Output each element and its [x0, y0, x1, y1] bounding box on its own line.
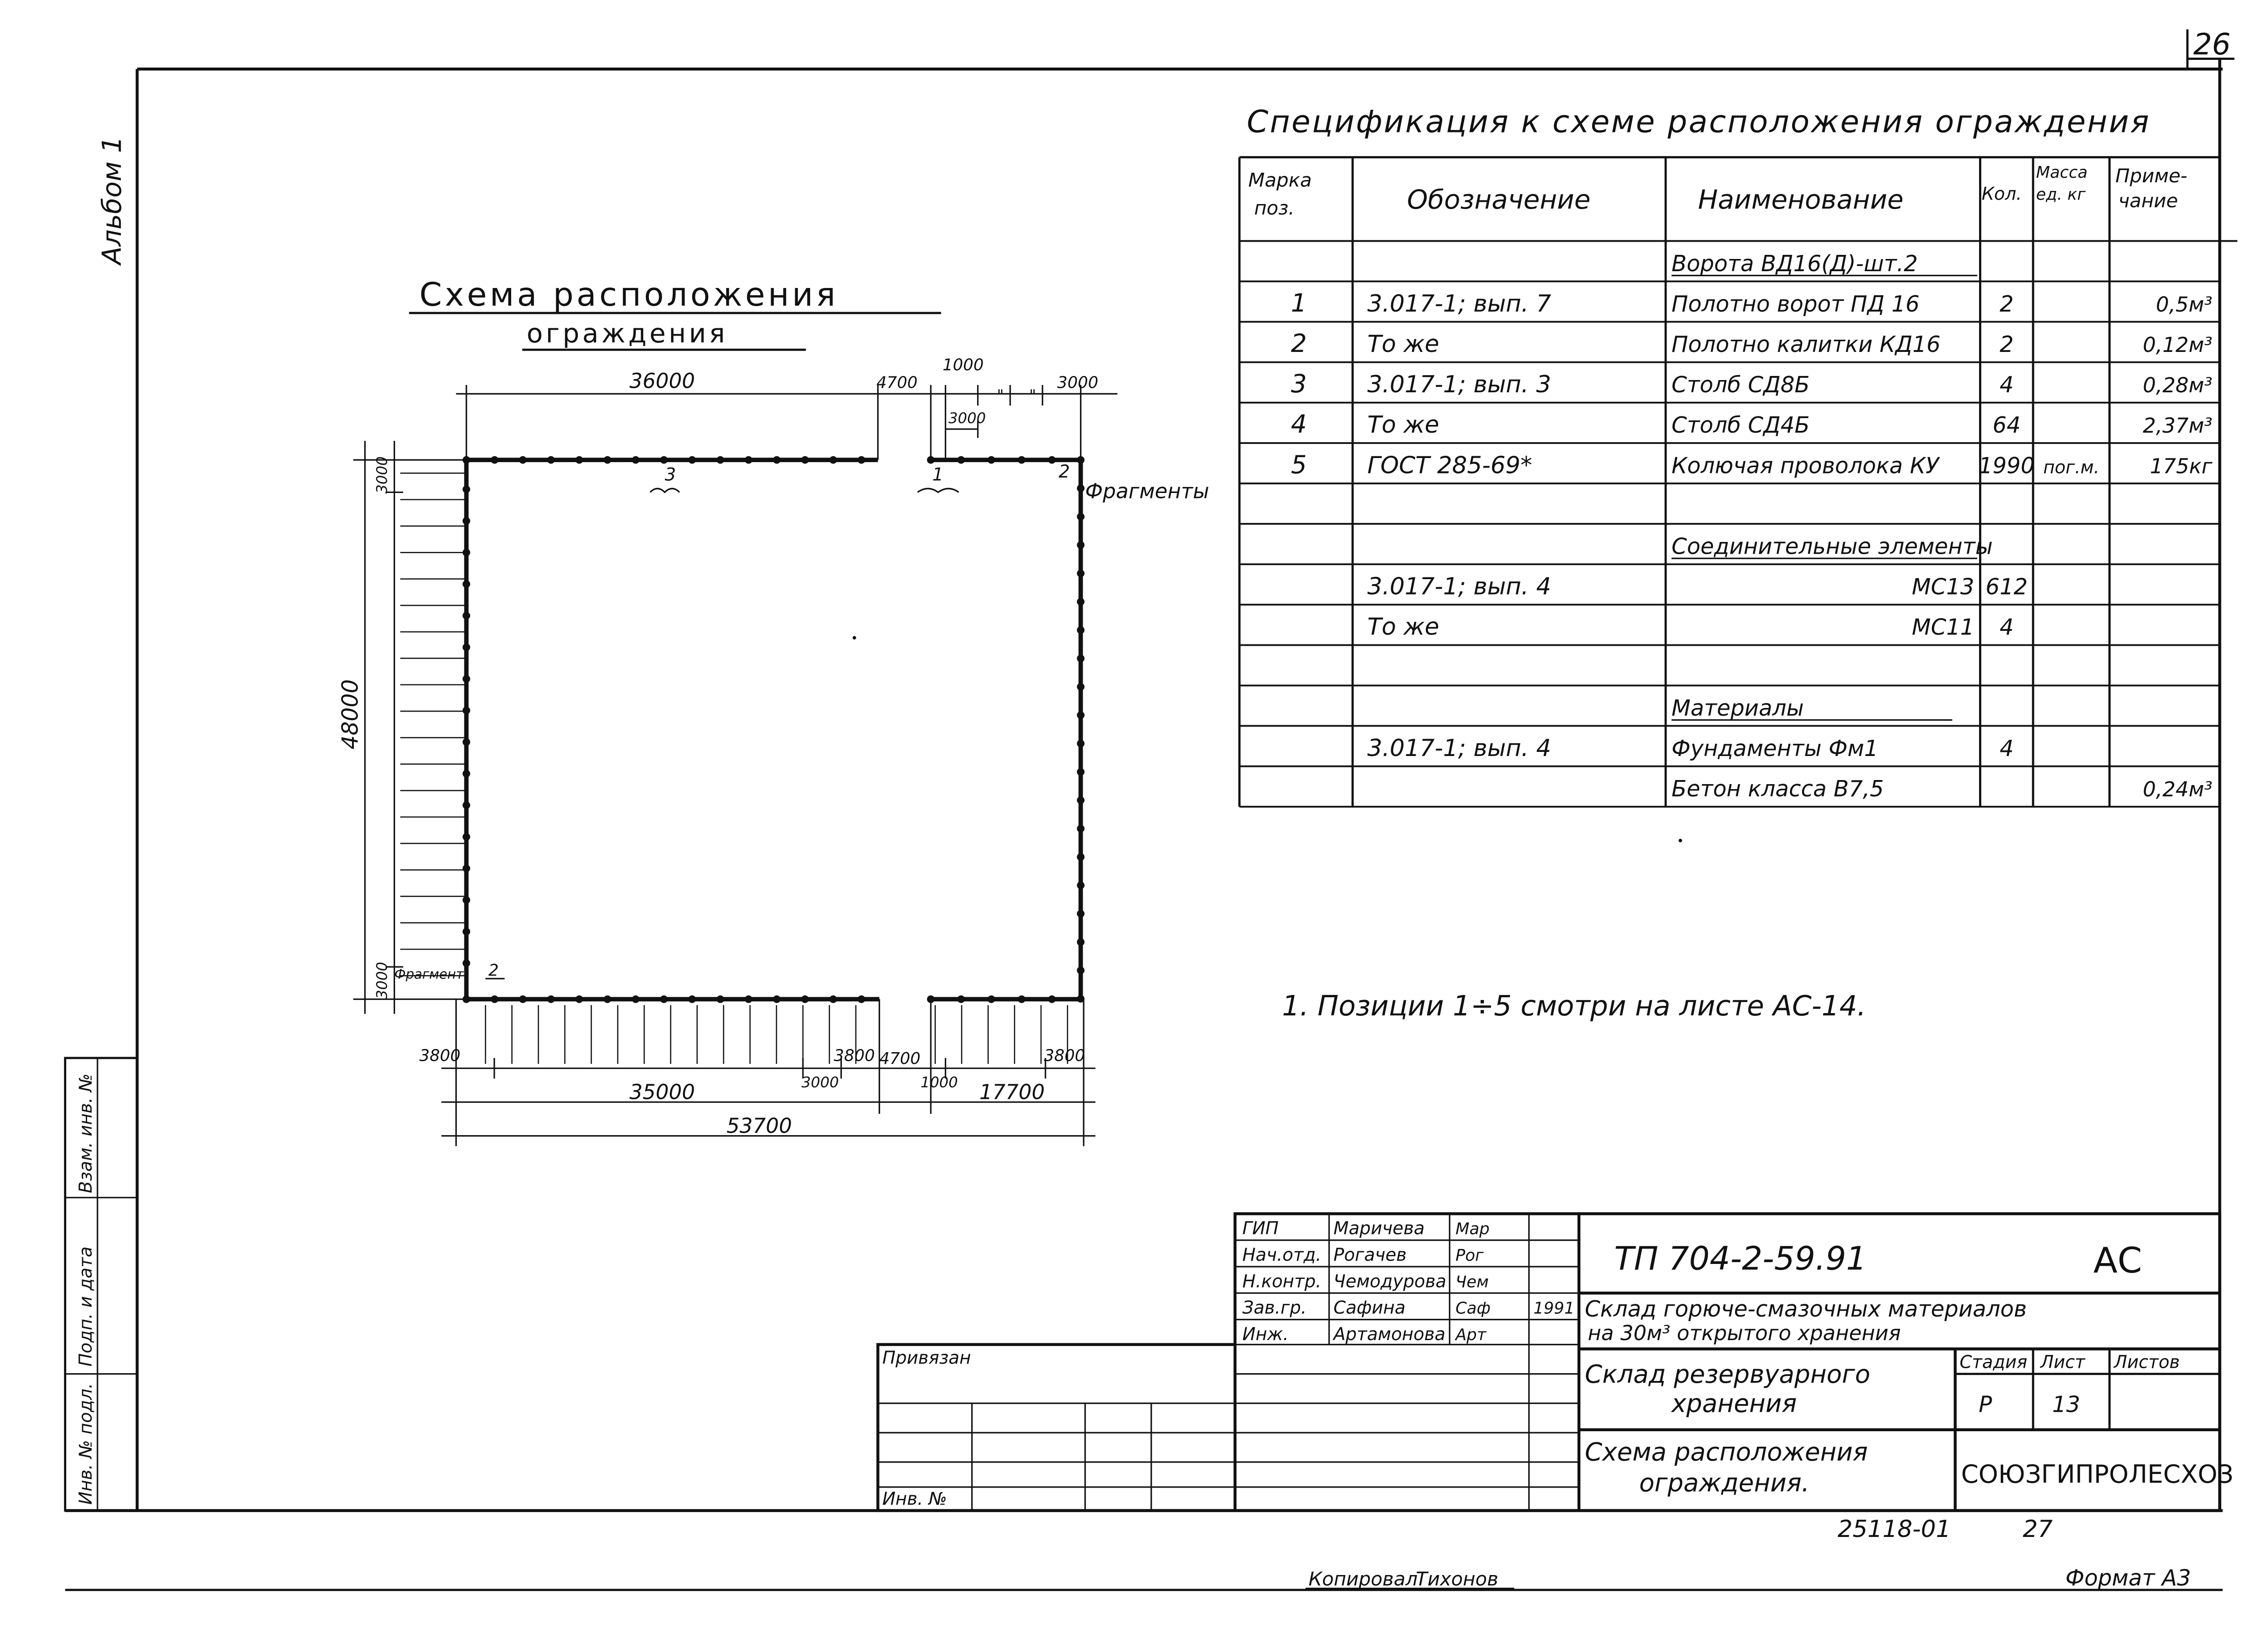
- dim-top-ditto-1: ": [997, 386, 1004, 404]
- spec-cell-mark: 2: [1290, 329, 1307, 358]
- fence-post: [1077, 910, 1085, 917]
- spec-cell-note: 0,28м³: [2142, 373, 2213, 398]
- fence-post: [463, 486, 470, 493]
- fence-post: [463, 959, 470, 967]
- spec-cell-qty: 4: [1999, 615, 2014, 640]
- barbed-wire-hatch: [400, 473, 1067, 1064]
- fence-post: [463, 738, 470, 746]
- fence-post: [1077, 966, 1085, 974]
- fence-post: [829, 456, 837, 464]
- fence-post: [858, 995, 865, 1003]
- fence-post: [829, 995, 837, 1003]
- fence-post: [660, 456, 668, 464]
- fence-post: [1077, 541, 1085, 549]
- fence-post: [576, 995, 583, 1003]
- fence-post: [1077, 513, 1085, 521]
- spec-header-mass-1: Масса: [2036, 163, 2088, 182]
- mark-3: 3: [665, 464, 676, 485]
- spec-header-designation: Обозначение: [1407, 184, 1591, 215]
- spec-cell-designation: 3.017-1; вып. 4: [1367, 735, 1551, 762]
- tb-name: Рогачев: [1333, 1245, 1407, 1266]
- scheme-title-line2: ограждения: [526, 317, 728, 349]
- fence-post: [858, 456, 865, 464]
- spec-cell-note: 2,37м³: [2142, 414, 2213, 438]
- sheets-label: Листов: [2114, 1352, 2180, 1373]
- fence-post: [957, 995, 965, 1003]
- fence-post: [576, 456, 583, 464]
- fence-post: [463, 707, 470, 714]
- fence-post: [717, 995, 724, 1003]
- bottom-code: 25118-01: [1838, 1516, 1951, 1543]
- project-title-line2: на 30м³ открытого хранения: [1588, 1321, 1901, 1345]
- fence-post: [1077, 853, 1085, 861]
- spec-cell-name: Полотно калитки КД16: [1672, 332, 1941, 358]
- stamp-inv-podl: Инв. № подл.: [75, 1383, 96, 1505]
- spec-header: [1248, 163, 2187, 219]
- spec-cell-mark: 3: [1290, 369, 1307, 399]
- stage-label: Стадия: [1960, 1352, 2028, 1373]
- spec-cell-name: Столб СД8Б: [1672, 372, 1810, 398]
- dim-bottom-53700: 53700: [726, 1114, 792, 1138]
- project-mark: АС: [2093, 1240, 2142, 1281]
- mark-2-left: 2: [488, 961, 499, 980]
- spec-cell-qty: 1990: [1978, 453, 2035, 479]
- spec-cell-note: 0,24м³: [2142, 777, 2213, 802]
- fence-post: [1018, 456, 1026, 464]
- copied-by: Копировал: [1308, 1568, 1418, 1590]
- inv-no-label: Инв. №: [882, 1488, 947, 1509]
- fence-post: [463, 896, 470, 904]
- dim-top-3000: 3000: [1057, 373, 1099, 392]
- mark-2-right: 2: [1058, 462, 1070, 483]
- fence-post: [773, 995, 781, 1003]
- dim-bottom-3800-mid: 3800: [834, 1046, 875, 1065]
- building-line1: Склад резервуарного: [1584, 1359, 1871, 1389]
- fence-post: [463, 864, 470, 872]
- spec-cell-mark: 1: [1290, 288, 1307, 317]
- stamp-podp-data: Подп. и дата: [75, 1246, 96, 1367]
- fence-post: [745, 995, 753, 1003]
- note-text: 1. Позиции 1÷5 смотри на листе АС-14.: [1282, 989, 1866, 1022]
- privyazan-label: Привязан: [882, 1347, 971, 1368]
- bottom-code-number: 27: [2023, 1516, 2053, 1543]
- spec-header-name: Наименование: [1698, 184, 1904, 215]
- spec-cell-designation: ГОСТ 285-69*: [1367, 452, 1532, 479]
- spec-cell-designation: 3.017-1; вып. 7: [1367, 290, 1551, 317]
- fence-post: [1077, 938, 1085, 946]
- fence-post: [1077, 768, 1085, 776]
- top-dimension-lines: [456, 385, 1117, 460]
- spec-cell-mark: 4: [1290, 410, 1307, 439]
- spec-cell-designation: То же: [1367, 411, 1439, 439]
- project-title-line1: Склад горюче-смазочных материалов: [1584, 1297, 2027, 1322]
- fence-post: [801, 995, 809, 1003]
- project-code: ТП 704-2-59.91: [1614, 1239, 1867, 1278]
- fence-post: [1077, 570, 1085, 577]
- fence-post: [1077, 683, 1085, 691]
- fence-post: [957, 456, 965, 464]
- fence-post: [717, 456, 724, 464]
- spec-cell-qty: 64: [1992, 413, 2021, 439]
- tb-name: Чемодурова: [1333, 1271, 1447, 1292]
- tb-date: 1991: [1533, 1299, 1575, 1318]
- fence-post: [688, 995, 696, 1003]
- copied-sign: Тихонов: [1416, 1568, 1499, 1590]
- page-number: 26: [2193, 27, 2231, 62]
- fence-post: [745, 456, 753, 464]
- spec-cell-note: 175кг: [2150, 454, 2213, 478]
- fence-plan: [400, 456, 1085, 1064]
- sheet-value: 13: [2052, 1392, 2081, 1418]
- fence-post: [491, 995, 499, 1003]
- fence-post: [463, 770, 470, 777]
- organization-name: СОЮЗГИПРОЛЕСХОЗ: [1961, 1459, 2234, 1489]
- fence-post: [463, 833, 470, 841]
- dim-bottom-4700: 4700: [879, 1049, 921, 1068]
- dim-top-3000-inner: 3000: [948, 410, 986, 427]
- spec-cell-mark: 5: [1290, 450, 1307, 479]
- spec-cell-name: Материалы: [1672, 695, 1804, 721]
- spec-cell-designation: То же: [1367, 331, 1439, 358]
- format-label: Формат А3: [2065, 1566, 2191, 1591]
- fence-post: [773, 456, 781, 464]
- spec-header-mark-1: Марка: [1248, 169, 1312, 191]
- spec-header-mass-2: ед. кг: [2036, 185, 2086, 204]
- tb-signature: Арт: [1455, 1325, 1486, 1344]
- fence-post: [491, 456, 499, 464]
- tb-signature: Саф: [1455, 1299, 1491, 1318]
- fence-post: [1048, 456, 1056, 464]
- dim-top-36000: 36000: [629, 369, 695, 393]
- dim-left-3000-top: 3000: [373, 456, 391, 494]
- spec-cell-name: МС13: [1911, 574, 1975, 600]
- fragment-bottom-label: Фрагмент: [394, 966, 464, 982]
- fence-post: [547, 456, 555, 464]
- building-line2: хранения: [1672, 1389, 1797, 1418]
- dim-bottom-1000: 1000: [920, 1073, 958, 1091]
- dim-bottom-3800-right: 3800: [1044, 1046, 1085, 1065]
- fence-post: [1048, 995, 1056, 1003]
- spec-cell-name: Фундаменты Фм1: [1672, 736, 1878, 762]
- tb-signature: Мар: [1455, 1219, 1490, 1239]
- spec-header-note-2: чание: [2118, 189, 2178, 212]
- fence-post: [987, 995, 995, 1003]
- fence-post: [519, 995, 527, 1003]
- dim-top-4700: 4700: [876, 373, 918, 392]
- drawing-title-line2: ограждения.: [1639, 1468, 1810, 1497]
- fence-post: [463, 612, 470, 619]
- fence-posts: [463, 456, 1085, 1003]
- fence-post: [801, 456, 809, 464]
- spec-cell-qty: 4: [1999, 372, 2014, 398]
- spec-cell-qty: 2: [1999, 291, 2014, 317]
- spec-cell-name: Ворота ВД16(Д)-шт.2: [1672, 251, 1918, 277]
- dim-bottom-3000: 3000: [801, 1073, 839, 1091]
- dim-top-ditto-2: ": [1029, 386, 1036, 404]
- left-dimension-lines: [353, 441, 466, 1014]
- spec-cell-name: Колючая проволока КУ: [1672, 453, 1939, 479]
- fence-post: [463, 580, 470, 588]
- scheme-title-line1: Схема расположения: [419, 275, 839, 313]
- tb-role: Инж.: [1242, 1324, 1289, 1345]
- spec-cell-name: МС11: [1911, 615, 1975, 640]
- fence-post: [519, 456, 527, 464]
- fence-post: [463, 517, 470, 525]
- dim-bottom-3800-left: 3800: [419, 1046, 461, 1065]
- spec-cell-designation: То же: [1367, 613, 1439, 641]
- fence-post: [660, 995, 668, 1003]
- spec-header-note-1: Приме-: [2115, 164, 2188, 187]
- spec-title: Спецификация к схеме расположения ограждения: [1246, 104, 2151, 140]
- tb-role: Зав.гр.: [1242, 1297, 1307, 1318]
- tb-name: Сафина: [1333, 1297, 1406, 1318]
- dim-bottom-17700: 17700: [979, 1080, 1045, 1104]
- fence-post: [1077, 740, 1085, 747]
- fence-post: [463, 928, 470, 936]
- fence-post: [1077, 654, 1085, 662]
- spec-cell-qty: 612: [1985, 574, 2028, 600]
- fence-post: [1018, 995, 1026, 1003]
- fence-post: [1077, 796, 1085, 804]
- stamp-vzam-inv: Взам. инв. №: [75, 1073, 96, 1193]
- tb-role: ГИП: [1242, 1218, 1279, 1239]
- sheet-label: Лист: [2040, 1352, 2085, 1373]
- fence-post: [604, 456, 611, 464]
- fence-post: [1077, 712, 1085, 719]
- spec-rows: [1291, 251, 2213, 802]
- spec-cell-mass: пог.м.: [2043, 457, 2100, 478]
- mark-1: 1: [932, 464, 943, 485]
- title-block-roles: [1242, 1219, 1574, 1345]
- fence-post: [1077, 484, 1085, 492]
- tb-role: Н.контр.: [1242, 1271, 1321, 1292]
- fence-post: [604, 995, 611, 1003]
- spec-cell-qty: 4: [1999, 736, 2014, 762]
- dim-top-1000: 1000: [942, 356, 984, 375]
- spec-cell-designation: 3.017-1; вып. 4: [1367, 573, 1551, 600]
- dim-bottom-35000: 35000: [629, 1080, 695, 1104]
- tb-name: Маричева: [1333, 1218, 1425, 1239]
- spec-cell-designation: 3.017-1; вып. 3: [1367, 371, 1551, 399]
- fence-post: [688, 456, 696, 464]
- spec-cell-note: 0,5м³: [2156, 292, 2213, 317]
- spec-cell-name: Бетон класса В7,5: [1672, 776, 1884, 802]
- fence-post: [632, 995, 640, 1003]
- spec-cell-name: Полотно ворот ПД 16: [1672, 291, 1920, 317]
- stage-value: Р: [1979, 1392, 1992, 1418]
- fence-post: [1077, 598, 1085, 605]
- tb-role: Нач.отд.: [1242, 1245, 1321, 1266]
- spec-cell-name: Соединительные элементы: [1672, 534, 1993, 560]
- dim-left-48000: 48000: [337, 679, 363, 750]
- fence-post: [1077, 626, 1085, 634]
- dim-left-3000-bottom: 3000: [373, 961, 391, 1000]
- fence-post: [1077, 825, 1085, 833]
- fragments-label: Фрагменты: [1085, 479, 1209, 503]
- spec-header-qty: Кол.: [1981, 184, 2022, 205]
- tb-signature: Рог: [1455, 1246, 1484, 1265]
- drawing-title-line1: Схема расположения: [1584, 1437, 1868, 1467]
- spec-header-mark-2: поз.: [1254, 197, 1295, 219]
- spec-cell-note: 0,12м³: [2142, 333, 2213, 357]
- tb-signature: Чем: [1455, 1273, 1489, 1292]
- fence-post: [632, 456, 640, 464]
- fence-post: [463, 644, 470, 651]
- fence-post: [987, 456, 995, 464]
- fence-post: [547, 995, 555, 1003]
- spec-cell-qty: 2: [1999, 332, 2014, 358]
- fence-post: [463, 675, 470, 683]
- fence-post: [463, 801, 470, 809]
- album-label: Альбом 1: [96, 136, 127, 265]
- tb-name: Артамонова: [1333, 1324, 1446, 1345]
- spec-cell-name: Столб СД4Б: [1672, 413, 1810, 439]
- fence-post: [1077, 882, 1085, 889]
